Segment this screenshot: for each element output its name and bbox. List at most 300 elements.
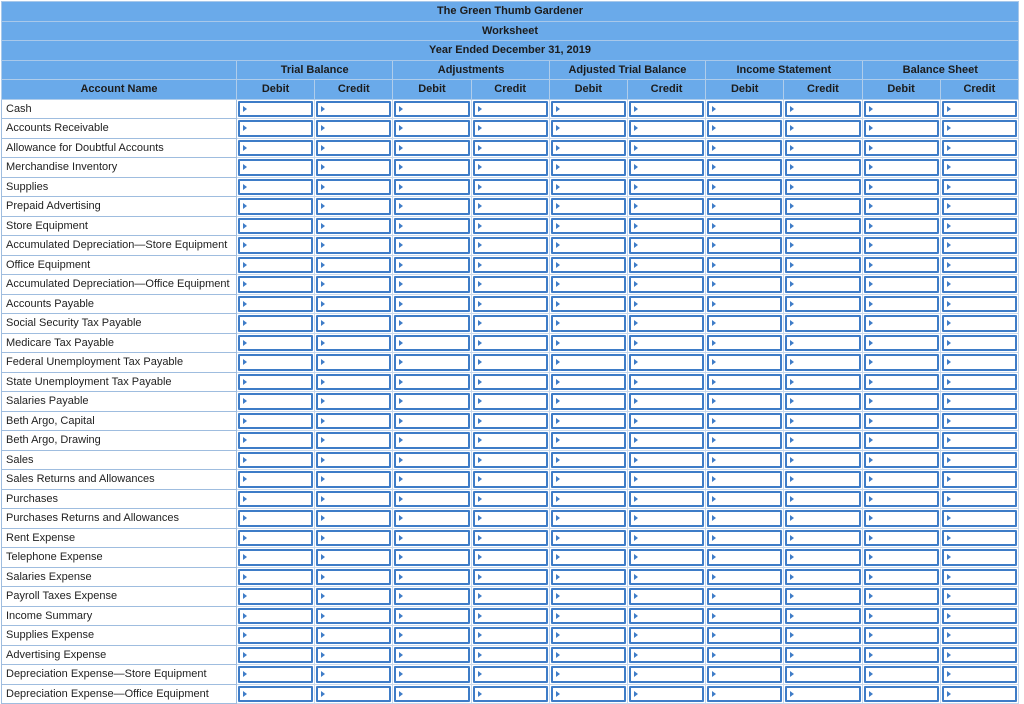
trial-balance-credit-input[interactable] bbox=[316, 218, 391, 235]
adjusted-trial-balance-debit-input[interactable] bbox=[551, 393, 626, 410]
income-statement-debit-input[interactable] bbox=[707, 257, 782, 274]
adjusted-trial-balance-debit-input[interactable] bbox=[551, 179, 626, 196]
adjustments-debit-input[interactable] bbox=[394, 432, 469, 449]
adjusted-trial-balance-credit-input[interactable] bbox=[629, 569, 704, 586]
adjusted-trial-balance-credit-input[interactable] bbox=[629, 413, 704, 430]
balance-sheet-debit-input[interactable] bbox=[864, 101, 939, 118]
trial-balance-debit-input[interactable] bbox=[238, 666, 313, 683]
income-statement-credit-input[interactable] bbox=[785, 510, 860, 527]
balance-sheet-debit-input[interactable] bbox=[864, 491, 939, 508]
adjusted-trial-balance-credit-input[interactable] bbox=[629, 296, 704, 313]
income-statement-debit-input[interactable] bbox=[707, 510, 782, 527]
adjusted-trial-balance-credit-input[interactable] bbox=[629, 374, 704, 391]
adjusted-trial-balance-credit-input[interactable] bbox=[629, 315, 704, 332]
adjustments-credit-input[interactable] bbox=[473, 257, 548, 274]
income-statement-credit-input[interactable] bbox=[785, 393, 860, 410]
balance-sheet-credit-input[interactable] bbox=[942, 686, 1017, 703]
income-statement-debit-input[interactable] bbox=[707, 374, 782, 391]
adjustments-credit-input[interactable] bbox=[473, 179, 548, 196]
balance-sheet-credit-input[interactable] bbox=[942, 452, 1017, 469]
adjusted-trial-balance-credit-input[interactable] bbox=[629, 198, 704, 215]
balance-sheet-debit-input[interactable] bbox=[864, 120, 939, 137]
trial-balance-debit-input[interactable] bbox=[238, 510, 313, 527]
balance-sheet-debit-input[interactable] bbox=[864, 179, 939, 196]
balance-sheet-credit-input[interactable] bbox=[942, 198, 1017, 215]
adjustments-debit-input[interactable] bbox=[394, 257, 469, 274]
adjustments-debit-input[interactable] bbox=[394, 101, 469, 118]
balance-sheet-credit-input[interactable] bbox=[942, 588, 1017, 605]
adjusted-trial-balance-credit-input[interactable] bbox=[629, 608, 704, 625]
trial-balance-credit-input[interactable] bbox=[316, 296, 391, 313]
balance-sheet-debit-input[interactable] bbox=[864, 159, 939, 176]
income-statement-credit-input[interactable] bbox=[785, 432, 860, 449]
trial-balance-debit-input[interactable] bbox=[238, 686, 313, 703]
income-statement-debit-input[interactable] bbox=[707, 452, 782, 469]
adjustments-credit-input[interactable] bbox=[473, 510, 548, 527]
balance-sheet-debit-input[interactable] bbox=[864, 315, 939, 332]
balance-sheet-credit-input[interactable] bbox=[942, 608, 1017, 625]
balance-sheet-credit-input[interactable] bbox=[942, 179, 1017, 196]
adjustments-credit-input[interactable] bbox=[473, 549, 548, 566]
trial-balance-credit-input[interactable] bbox=[316, 120, 391, 137]
trial-balance-credit-input[interactable] bbox=[316, 608, 391, 625]
income-statement-debit-input[interactable] bbox=[707, 569, 782, 586]
adjustments-credit-input[interactable] bbox=[473, 413, 548, 430]
income-statement-debit-input[interactable] bbox=[707, 647, 782, 664]
income-statement-credit-input[interactable] bbox=[785, 237, 860, 254]
trial-balance-credit-input[interactable] bbox=[316, 471, 391, 488]
income-statement-credit-input[interactable] bbox=[785, 354, 860, 371]
adjustments-debit-input[interactable] bbox=[394, 471, 469, 488]
income-statement-debit-input[interactable] bbox=[707, 686, 782, 703]
balance-sheet-debit-input[interactable] bbox=[864, 393, 939, 410]
adjusted-trial-balance-debit-input[interactable] bbox=[551, 666, 626, 683]
income-statement-credit-input[interactable] bbox=[785, 413, 860, 430]
income-statement-credit-input[interactable] bbox=[785, 296, 860, 313]
adjusted-trial-balance-credit-input[interactable] bbox=[629, 452, 704, 469]
income-statement-debit-input[interactable] bbox=[707, 218, 782, 235]
adjusted-trial-balance-credit-input[interactable] bbox=[629, 510, 704, 527]
adjusted-trial-balance-credit-input[interactable] bbox=[629, 218, 704, 235]
adjustments-debit-input[interactable] bbox=[394, 315, 469, 332]
trial-balance-debit-input[interactable] bbox=[238, 218, 313, 235]
balance-sheet-debit-input[interactable] bbox=[864, 530, 939, 547]
income-statement-debit-input[interactable] bbox=[707, 198, 782, 215]
balance-sheet-credit-input[interactable] bbox=[942, 666, 1017, 683]
income-statement-debit-input[interactable] bbox=[707, 413, 782, 430]
adjustments-credit-input[interactable] bbox=[473, 432, 548, 449]
trial-balance-debit-input[interactable] bbox=[238, 198, 313, 215]
adjusted-trial-balance-credit-input[interactable] bbox=[629, 354, 704, 371]
income-statement-debit-input[interactable] bbox=[707, 120, 782, 137]
income-statement-debit-input[interactable] bbox=[707, 179, 782, 196]
trial-balance-credit-input[interactable] bbox=[316, 510, 391, 527]
balance-sheet-credit-input[interactable] bbox=[942, 627, 1017, 644]
adjustments-credit-input[interactable] bbox=[473, 101, 548, 118]
adjusted-trial-balance-debit-input[interactable] bbox=[551, 257, 626, 274]
income-statement-credit-input[interactable] bbox=[785, 101, 860, 118]
adjustments-debit-input[interactable] bbox=[394, 608, 469, 625]
balance-sheet-debit-input[interactable] bbox=[864, 374, 939, 391]
income-statement-debit-input[interactable] bbox=[707, 354, 782, 371]
balance-sheet-debit-input[interactable] bbox=[864, 413, 939, 430]
adjusted-trial-balance-debit-input[interactable] bbox=[551, 471, 626, 488]
balance-sheet-debit-input[interactable] bbox=[864, 335, 939, 352]
income-statement-debit-input[interactable] bbox=[707, 491, 782, 508]
adjusted-trial-balance-debit-input[interactable] bbox=[551, 101, 626, 118]
adjustments-debit-input[interactable] bbox=[394, 198, 469, 215]
adjustments-credit-input[interactable] bbox=[473, 627, 548, 644]
adjusted-trial-balance-debit-input[interactable] bbox=[551, 569, 626, 586]
adjustments-debit-input[interactable] bbox=[394, 296, 469, 313]
adjusted-trial-balance-credit-input[interactable] bbox=[629, 179, 704, 196]
balance-sheet-credit-input[interactable] bbox=[942, 276, 1017, 293]
income-statement-credit-input[interactable] bbox=[785, 120, 860, 137]
trial-balance-credit-input[interactable] bbox=[316, 432, 391, 449]
adjusted-trial-balance-credit-input[interactable] bbox=[629, 530, 704, 547]
adjustments-credit-input[interactable] bbox=[473, 354, 548, 371]
income-statement-credit-input[interactable] bbox=[785, 276, 860, 293]
trial-balance-debit-input[interactable] bbox=[238, 471, 313, 488]
trial-balance-credit-input[interactable] bbox=[316, 101, 391, 118]
balance-sheet-credit-input[interactable] bbox=[942, 159, 1017, 176]
adjusted-trial-balance-credit-input[interactable] bbox=[629, 140, 704, 157]
adjusted-trial-balance-credit-input[interactable] bbox=[629, 276, 704, 293]
adjusted-trial-balance-credit-input[interactable] bbox=[629, 686, 704, 703]
income-statement-credit-input[interactable] bbox=[785, 159, 860, 176]
income-statement-debit-input[interactable] bbox=[707, 530, 782, 547]
adjusted-trial-balance-debit-input[interactable] bbox=[551, 491, 626, 508]
adjustments-credit-input[interactable] bbox=[473, 315, 548, 332]
adjusted-trial-balance-debit-input[interactable] bbox=[551, 374, 626, 391]
trial-balance-debit-input[interactable] bbox=[238, 315, 313, 332]
balance-sheet-debit-input[interactable] bbox=[864, 666, 939, 683]
trial-balance-credit-input[interactable] bbox=[316, 569, 391, 586]
adjusted-trial-balance-debit-input[interactable] bbox=[551, 549, 626, 566]
adjusted-trial-balance-debit-input[interactable] bbox=[551, 608, 626, 625]
adjusted-trial-balance-debit-input[interactable] bbox=[551, 276, 626, 293]
trial-balance-credit-input[interactable] bbox=[316, 276, 391, 293]
trial-balance-debit-input[interactable] bbox=[238, 140, 313, 157]
balance-sheet-credit-input[interactable] bbox=[942, 237, 1017, 254]
balance-sheet-credit-input[interactable] bbox=[942, 393, 1017, 410]
adjusted-trial-balance-credit-input[interactable] bbox=[629, 257, 704, 274]
trial-balance-credit-input[interactable] bbox=[316, 686, 391, 703]
balance-sheet-debit-input[interactable] bbox=[864, 569, 939, 586]
adjusted-trial-balance-debit-input[interactable] bbox=[551, 218, 626, 235]
adjustments-credit-input[interactable] bbox=[473, 296, 548, 313]
income-statement-debit-input[interactable] bbox=[707, 101, 782, 118]
trial-balance-debit-input[interactable] bbox=[238, 257, 313, 274]
income-statement-credit-input[interactable] bbox=[785, 530, 860, 547]
income-statement-debit-input[interactable] bbox=[707, 393, 782, 410]
balance-sheet-credit-input[interactable] bbox=[942, 471, 1017, 488]
trial-balance-credit-input[interactable] bbox=[316, 491, 391, 508]
balance-sheet-debit-input[interactable] bbox=[864, 510, 939, 527]
adjusted-trial-balance-debit-input[interactable] bbox=[551, 647, 626, 664]
income-statement-debit-input[interactable] bbox=[707, 588, 782, 605]
adjustments-credit-input[interactable] bbox=[473, 140, 548, 157]
trial-balance-debit-input[interactable] bbox=[238, 491, 313, 508]
income-statement-debit-input[interactable] bbox=[707, 608, 782, 625]
trial-balance-credit-input[interactable] bbox=[316, 257, 391, 274]
income-statement-credit-input[interactable] bbox=[785, 588, 860, 605]
adjusted-trial-balance-debit-input[interactable] bbox=[551, 686, 626, 703]
adjustments-debit-input[interactable] bbox=[394, 179, 469, 196]
trial-balance-credit-input[interactable] bbox=[316, 374, 391, 391]
income-statement-credit-input[interactable] bbox=[785, 218, 860, 235]
trial-balance-credit-input[interactable] bbox=[316, 530, 391, 547]
trial-balance-debit-input[interactable] bbox=[238, 120, 313, 137]
adjusted-trial-balance-credit-input[interactable] bbox=[629, 627, 704, 644]
balance-sheet-debit-input[interactable] bbox=[864, 686, 939, 703]
trial-balance-credit-input[interactable] bbox=[316, 354, 391, 371]
adjusted-trial-balance-debit-input[interactable] bbox=[551, 452, 626, 469]
adjusted-trial-balance-debit-input[interactable] bbox=[551, 510, 626, 527]
trial-balance-credit-input[interactable] bbox=[316, 198, 391, 215]
income-statement-credit-input[interactable] bbox=[785, 491, 860, 508]
balance-sheet-debit-input[interactable] bbox=[864, 218, 939, 235]
income-statement-credit-input[interactable] bbox=[785, 666, 860, 683]
adjusted-trial-balance-debit-input[interactable] bbox=[551, 159, 626, 176]
adjustments-debit-input[interactable] bbox=[394, 549, 469, 566]
trial-balance-credit-input[interactable] bbox=[316, 159, 391, 176]
trial-balance-debit-input[interactable] bbox=[238, 276, 313, 293]
adjustments-debit-input[interactable] bbox=[394, 452, 469, 469]
adjusted-trial-balance-credit-input[interactable] bbox=[629, 491, 704, 508]
balance-sheet-debit-input[interactable] bbox=[864, 140, 939, 157]
balance-sheet-credit-input[interactable] bbox=[942, 374, 1017, 391]
trial-balance-debit-input[interactable] bbox=[238, 179, 313, 196]
income-statement-debit-input[interactable] bbox=[707, 549, 782, 566]
balance-sheet-credit-input[interactable] bbox=[942, 335, 1017, 352]
adjusted-trial-balance-credit-input[interactable] bbox=[629, 101, 704, 118]
balance-sheet-debit-input[interactable] bbox=[864, 608, 939, 625]
adjustments-credit-input[interactable] bbox=[473, 686, 548, 703]
adjustments-debit-input[interactable] bbox=[394, 354, 469, 371]
adjustments-debit-input[interactable] bbox=[394, 647, 469, 664]
trial-balance-credit-input[interactable] bbox=[316, 315, 391, 332]
adjusted-trial-balance-debit-input[interactable] bbox=[551, 198, 626, 215]
trial-balance-debit-input[interactable] bbox=[238, 159, 313, 176]
adjustments-debit-input[interactable] bbox=[394, 530, 469, 547]
adjusted-trial-balance-credit-input[interactable] bbox=[629, 432, 704, 449]
adjustments-debit-input[interactable] bbox=[394, 569, 469, 586]
income-statement-debit-input[interactable] bbox=[707, 237, 782, 254]
balance-sheet-credit-input[interactable] bbox=[942, 218, 1017, 235]
balance-sheet-debit-input[interactable] bbox=[864, 452, 939, 469]
adjustments-credit-input[interactable] bbox=[473, 491, 548, 508]
adjusted-trial-balance-credit-input[interactable] bbox=[629, 237, 704, 254]
adjusted-trial-balance-credit-input[interactable] bbox=[629, 393, 704, 410]
balance-sheet-debit-input[interactable] bbox=[864, 432, 939, 449]
trial-balance-debit-input[interactable] bbox=[238, 647, 313, 664]
adjustments-credit-input[interactable] bbox=[473, 276, 548, 293]
adjustments-credit-input[interactable] bbox=[473, 647, 548, 664]
adjusted-trial-balance-debit-input[interactable] bbox=[551, 413, 626, 430]
adjusted-trial-balance-debit-input[interactable] bbox=[551, 588, 626, 605]
adjustments-debit-input[interactable] bbox=[394, 393, 469, 410]
adjustments-debit-input[interactable] bbox=[394, 276, 469, 293]
trial-balance-credit-input[interactable] bbox=[316, 335, 391, 352]
balance-sheet-credit-input[interactable] bbox=[942, 101, 1017, 118]
income-statement-credit-input[interactable] bbox=[785, 179, 860, 196]
income-statement-debit-input[interactable] bbox=[707, 276, 782, 293]
balance-sheet-debit-input[interactable] bbox=[864, 276, 939, 293]
balance-sheet-debit-input[interactable] bbox=[864, 198, 939, 215]
income-statement-credit-input[interactable] bbox=[785, 374, 860, 391]
adjustments-debit-input[interactable] bbox=[394, 413, 469, 430]
adjusted-trial-balance-debit-input[interactable] bbox=[551, 530, 626, 547]
trial-balance-credit-input[interactable] bbox=[316, 549, 391, 566]
trial-balance-credit-input[interactable] bbox=[316, 627, 391, 644]
adjusted-trial-balance-debit-input[interactable] bbox=[551, 140, 626, 157]
adjustments-debit-input[interactable] bbox=[394, 237, 469, 254]
income-statement-credit-input[interactable] bbox=[785, 335, 860, 352]
adjustments-credit-input[interactable] bbox=[473, 335, 548, 352]
balance-sheet-debit-input[interactable] bbox=[864, 257, 939, 274]
balance-sheet-debit-input[interactable] bbox=[864, 354, 939, 371]
balance-sheet-debit-input[interactable] bbox=[864, 549, 939, 566]
adjusted-trial-balance-debit-input[interactable] bbox=[551, 432, 626, 449]
adjustments-credit-input[interactable] bbox=[473, 608, 548, 625]
income-statement-credit-input[interactable] bbox=[785, 257, 860, 274]
adjustments-credit-input[interactable] bbox=[473, 374, 548, 391]
income-statement-debit-input[interactable] bbox=[707, 335, 782, 352]
income-statement-credit-input[interactable] bbox=[785, 471, 860, 488]
income-statement-credit-input[interactable] bbox=[785, 627, 860, 644]
adjusted-trial-balance-credit-input[interactable] bbox=[629, 120, 704, 137]
income-statement-credit-input[interactable] bbox=[785, 198, 860, 215]
adjustments-debit-input[interactable] bbox=[394, 120, 469, 137]
trial-balance-debit-input[interactable] bbox=[238, 413, 313, 430]
balance-sheet-debit-input[interactable] bbox=[864, 588, 939, 605]
balance-sheet-credit-input[interactable] bbox=[942, 140, 1017, 157]
adjustments-credit-input[interactable] bbox=[473, 237, 548, 254]
balance-sheet-credit-input[interactable] bbox=[942, 413, 1017, 430]
balance-sheet-credit-input[interactable] bbox=[942, 549, 1017, 566]
income-statement-debit-input[interactable] bbox=[707, 432, 782, 449]
trial-balance-debit-input[interactable] bbox=[238, 627, 313, 644]
adjusted-trial-balance-credit-input[interactable] bbox=[629, 159, 704, 176]
adjustments-debit-input[interactable] bbox=[394, 491, 469, 508]
adjustments-debit-input[interactable] bbox=[394, 588, 469, 605]
trial-balance-debit-input[interactable] bbox=[238, 530, 313, 547]
adjusted-trial-balance-credit-input[interactable] bbox=[629, 471, 704, 488]
adjustments-debit-input[interactable] bbox=[394, 335, 469, 352]
balance-sheet-credit-input[interactable] bbox=[942, 569, 1017, 586]
trial-balance-credit-input[interactable] bbox=[316, 393, 391, 410]
adjustments-debit-input[interactable] bbox=[394, 374, 469, 391]
balance-sheet-debit-input[interactable] bbox=[864, 471, 939, 488]
income-statement-credit-input[interactable] bbox=[785, 140, 860, 157]
adjustments-debit-input[interactable] bbox=[394, 218, 469, 235]
trial-balance-debit-input[interactable] bbox=[238, 296, 313, 313]
income-statement-credit-input[interactable] bbox=[785, 452, 860, 469]
adjustments-credit-input[interactable] bbox=[473, 198, 548, 215]
balance-sheet-credit-input[interactable] bbox=[942, 491, 1017, 508]
income-statement-credit-input[interactable] bbox=[785, 569, 860, 586]
income-statement-debit-input[interactable] bbox=[707, 296, 782, 313]
adjusted-trial-balance-debit-input[interactable] bbox=[551, 315, 626, 332]
adjustments-credit-input[interactable] bbox=[473, 159, 548, 176]
trial-balance-debit-input[interactable] bbox=[238, 374, 313, 391]
balance-sheet-credit-input[interactable] bbox=[942, 296, 1017, 313]
balance-sheet-credit-input[interactable] bbox=[942, 120, 1017, 137]
adjusted-trial-balance-debit-input[interactable] bbox=[551, 627, 626, 644]
adjusted-trial-balance-debit-input[interactable] bbox=[551, 237, 626, 254]
trial-balance-credit-input[interactable] bbox=[316, 413, 391, 430]
income-statement-debit-input[interactable] bbox=[707, 140, 782, 157]
trial-balance-credit-input[interactable] bbox=[316, 452, 391, 469]
income-statement-credit-input[interactable] bbox=[785, 608, 860, 625]
income-statement-credit-input[interactable] bbox=[785, 549, 860, 566]
trial-balance-debit-input[interactable] bbox=[238, 335, 313, 352]
balance-sheet-debit-input[interactable] bbox=[864, 647, 939, 664]
adjusted-trial-balance-debit-input[interactable] bbox=[551, 354, 626, 371]
adjusted-trial-balance-debit-input[interactable] bbox=[551, 296, 626, 313]
adjusted-trial-balance-debit-input[interactable] bbox=[551, 120, 626, 137]
balance-sheet-credit-input[interactable] bbox=[942, 530, 1017, 547]
trial-balance-credit-input[interactable] bbox=[316, 647, 391, 664]
adjustments-credit-input[interactable] bbox=[473, 218, 548, 235]
adjustments-debit-input[interactable] bbox=[394, 159, 469, 176]
adjustments-credit-input[interactable] bbox=[473, 471, 548, 488]
balance-sheet-credit-input[interactable] bbox=[942, 257, 1017, 274]
trial-balance-debit-input[interactable] bbox=[238, 569, 313, 586]
income-statement-debit-input[interactable] bbox=[707, 471, 782, 488]
adjusted-trial-balance-credit-input[interactable] bbox=[629, 588, 704, 605]
trial-balance-debit-input[interactable] bbox=[238, 237, 313, 254]
income-statement-credit-input[interactable] bbox=[785, 315, 860, 332]
balance-sheet-credit-input[interactable] bbox=[942, 510, 1017, 527]
adjustments-credit-input[interactable] bbox=[473, 452, 548, 469]
balance-sheet-credit-input[interactable] bbox=[942, 354, 1017, 371]
adjusted-trial-balance-credit-input[interactable] bbox=[629, 647, 704, 664]
adjustments-credit-input[interactable] bbox=[473, 569, 548, 586]
trial-balance-credit-input[interactable] bbox=[316, 237, 391, 254]
trial-balance-debit-input[interactable] bbox=[238, 452, 313, 469]
balance-sheet-debit-input[interactable] bbox=[864, 237, 939, 254]
adjustments-credit-input[interactable] bbox=[473, 393, 548, 410]
adjustments-debit-input[interactable] bbox=[394, 627, 469, 644]
adjusted-trial-balance-credit-input[interactable] bbox=[629, 549, 704, 566]
balance-sheet-debit-input[interactable] bbox=[864, 296, 939, 313]
balance-sheet-credit-input[interactable] bbox=[942, 432, 1017, 449]
trial-balance-credit-input[interactable] bbox=[316, 588, 391, 605]
adjustments-credit-input[interactable] bbox=[473, 120, 548, 137]
income-statement-credit-input[interactable] bbox=[785, 647, 860, 664]
adjustments-debit-input[interactable] bbox=[394, 666, 469, 683]
trial-balance-debit-input[interactable] bbox=[238, 354, 313, 371]
balance-sheet-credit-input[interactable] bbox=[942, 315, 1017, 332]
adjustments-credit-input[interactable] bbox=[473, 588, 548, 605]
balance-sheet-credit-input[interactable] bbox=[942, 647, 1017, 664]
income-statement-debit-input[interactable] bbox=[707, 666, 782, 683]
adjusted-trial-balance-credit-input[interactable] bbox=[629, 335, 704, 352]
adjustments-credit-input[interactable] bbox=[473, 666, 548, 683]
balance-sheet-debit-input[interactable] bbox=[864, 627, 939, 644]
trial-balance-credit-input[interactable] bbox=[316, 140, 391, 157]
adjustments-debit-input[interactable] bbox=[394, 510, 469, 527]
trial-balance-debit-input[interactable] bbox=[238, 549, 313, 566]
trial-balance-credit-input[interactable] bbox=[316, 666, 391, 683]
trial-balance-debit-input[interactable] bbox=[238, 608, 313, 625]
trial-balance-credit-input[interactable] bbox=[316, 179, 391, 196]
income-statement-debit-input[interactable] bbox=[707, 159, 782, 176]
adjustments-debit-input[interactable] bbox=[394, 686, 469, 703]
adjusted-trial-balance-debit-input[interactable] bbox=[551, 335, 626, 352]
